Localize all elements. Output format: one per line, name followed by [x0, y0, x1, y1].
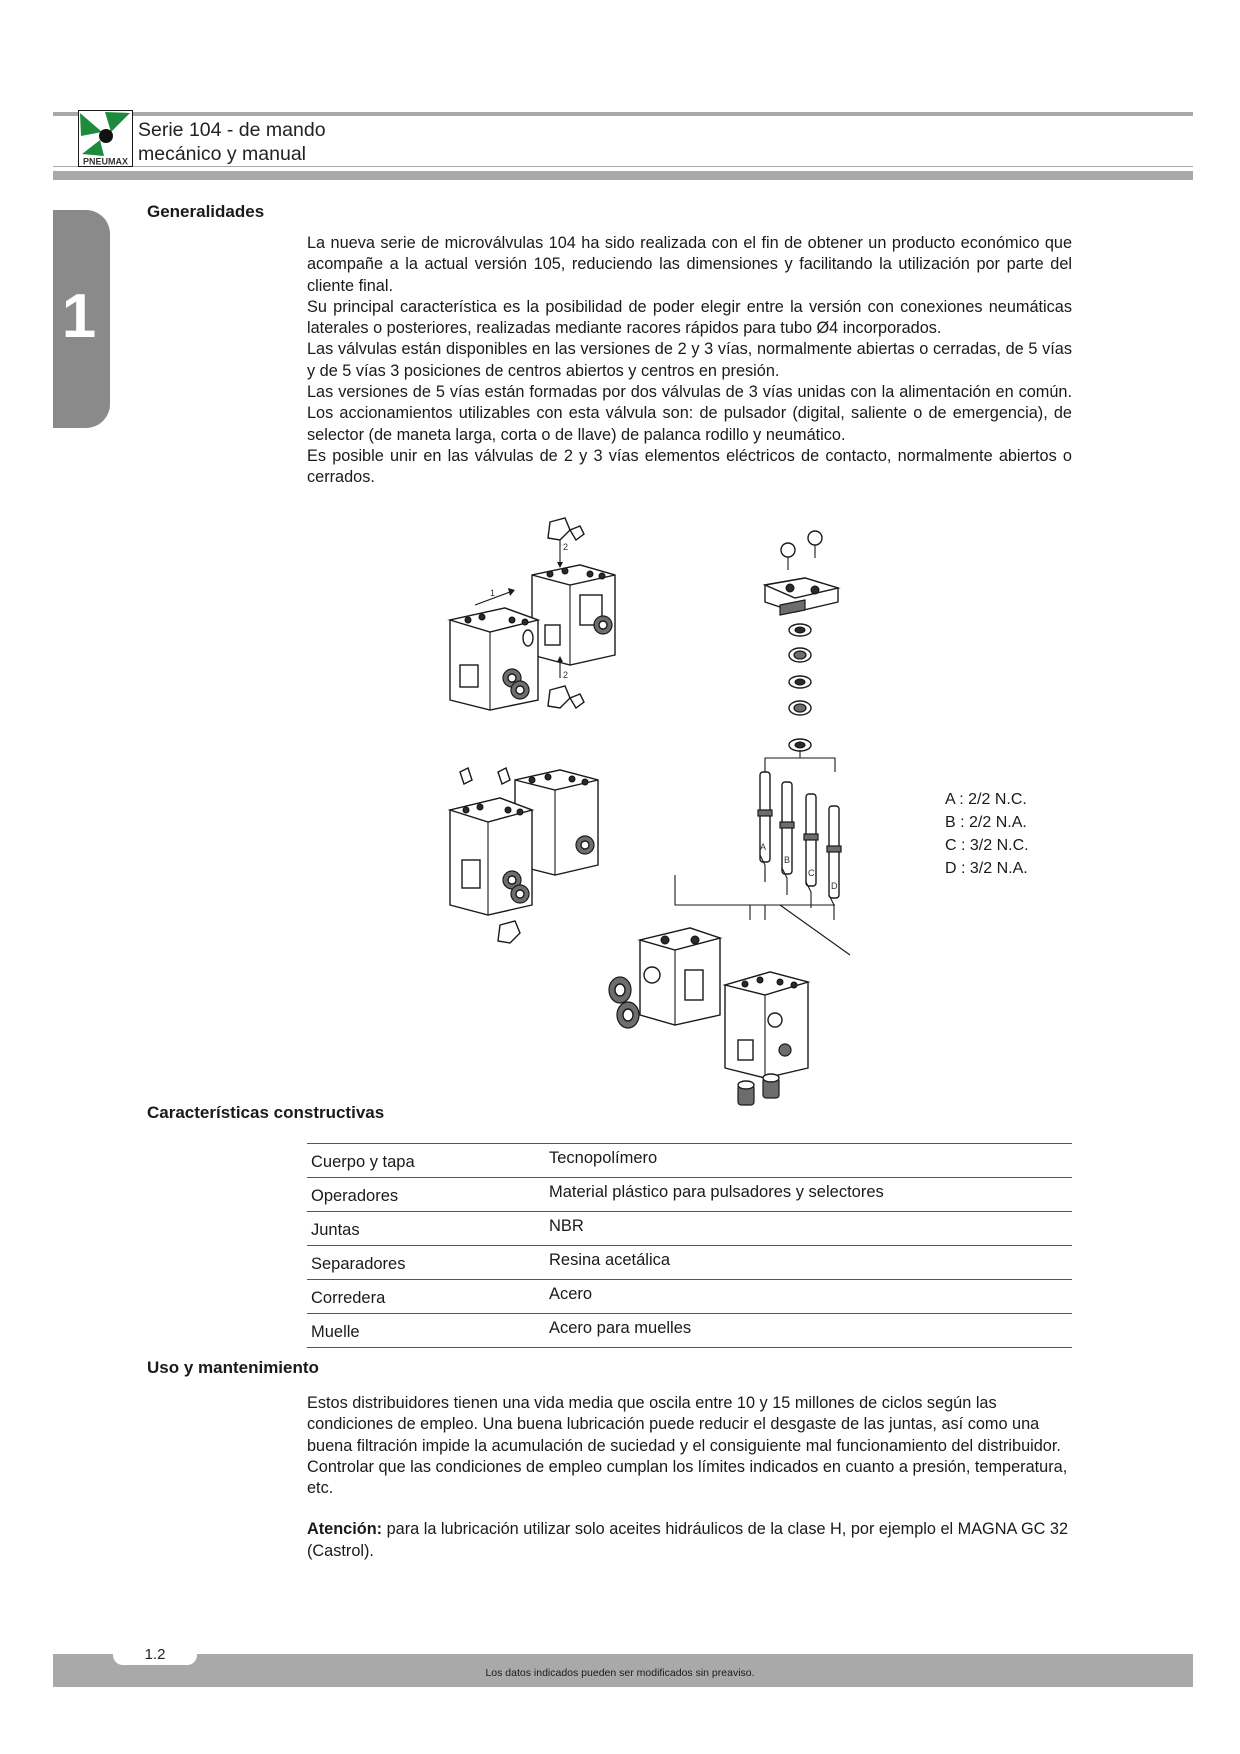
generalidades-paragraph: Su principal característica es la posibilidad de poder elegir entre la versión con conexiones neumáticas laterales o posteriores, realizadas mediante racores rápidos para tubo Ø4 incorporados. [307, 297, 1072, 338]
part-cell: Corredera [307, 1280, 545, 1314]
heading-uso: Uso y mantenimiento [147, 1358, 319, 1377]
spool-label-d: D [831, 881, 838, 891]
part-cell: Cuerpo y tapa [307, 1144, 545, 1178]
title-line-2: mecánico y manual [138, 143, 306, 165]
chapter-number: 1 [61, 282, 97, 351]
logo-text: PNEUMAX [82, 156, 129, 167]
label-port-2-bottom: 2 [563, 670, 569, 680]
valve-body-upper-left [450, 608, 538, 710]
actuator-top [548, 518, 584, 540]
material-cell: Acero para muelles [545, 1314, 1072, 1348]
spool-label-b: B [784, 855, 791, 865]
table-row [307, 1212, 1072, 1246]
generalidades-paragraph: Las versiones de 5 vías están formadas por dos válvulas de 3 vías unidas con la alimentación en común. Los accionamientos utilizables con esta válvula son: de pulsador (digital, saliente o de emergencia), de selector (de maneta larga, corta o de llave) de palanca rodillo y neumático. [307, 383, 1072, 444]
valve-body-lower-right [725, 972, 808, 1078]
part-cell: Juntas [307, 1212, 545, 1246]
heading-generalidades: Generalidades [147, 202, 265, 221]
table-row [307, 1314, 1072, 1348]
part-cell: Separadores [307, 1246, 545, 1280]
generalidades-paragraph: Las válvulas están disponibles en las versiones de 2 y 3 vías, normalmente abiertas o cerradas, de 5 vías y de 5 vías 3 posiciones de centros abiertos y centros en presión. [307, 340, 1072, 380]
table-row [307, 1178, 1072, 1212]
header-top-rule [53, 112, 1193, 116]
attention-text: para la lubricación utilizar solo aceites hidráulicos de la clase H, por ejemplo el MAGNA GC 32 (Castrol). [307, 1520, 1069, 1560]
part-cell: Muelle [307, 1314, 545, 1348]
seals-stack [789, 624, 811, 751]
spools [758, 772, 841, 898]
material-cell: NBR [545, 1212, 1072, 1246]
generalidades-paragraph: La nueva serie de microválvulas 104 ha sido realizada con el fin de obtener un producto económico que acompañe a la actual versión 105, reduciendo las dimensiones y facilitando la utilización por parte del cliente final. [307, 234, 1072, 295]
label-port-1: 1 [490, 588, 496, 598]
legend-item: A : 2/2 N.C. [945, 791, 1027, 808]
generalidades-paragraph: Es posible unir en las válvulas de 2 y 3 vías elementos eléctricos de contacto, normalmente abiertos o cerrados. [307, 446, 1072, 487]
valve-body-lower-left [609, 928, 720, 1028]
material-cell: Tecnopolímero [545, 1144, 1072, 1178]
actuator-bottom [548, 686, 584, 708]
spool-legend [945, 788, 1029, 880]
header-thin-rule [53, 166, 1193, 167]
valve-assembly-5-way [450, 768, 598, 943]
legend-item: C : 3/2 N.C. [945, 837, 1029, 854]
spool-label-c: C [808, 868, 815, 878]
valve-body-upper-right [532, 565, 615, 665]
generalidades-text [307, 233, 1072, 489]
table-row [307, 1280, 1072, 1314]
header-bottom-rule [53, 171, 1193, 180]
uso-paragraph: Estos distribuidores tienen una vida media que oscila entre 10 y 15 millones de ciclos según las condiciones de empleo. Una buena lubricación puede reducir el desgaste de las juntas, así como una buena filtración impide la acumulación de suciedad y el consiguiente mal funcionamiento del distribuidor. Controlar que las condiciones de empleo cumplan los límites indicados en cuanto a presión, temperatura, etc. [307, 1394, 1068, 1498]
material-cell: Acero [545, 1280, 1072, 1314]
legend-item: D : 3/2 N.A. [945, 860, 1028, 877]
legend-item: B : 2/2 N.A. [945, 814, 1027, 831]
valve-exploded-diagram [420, 510, 880, 1120]
footer-note: Los datos indicados pueden ser modificados sin preaviso. [485, 1667, 755, 1679]
pneumax-logo [78, 110, 133, 167]
part-cell: Operadores [307, 1178, 545, 1212]
screws [781, 531, 822, 570]
valve-cover [765, 578, 838, 615]
heading-caracteristicas: Características constructivas [147, 1103, 385, 1122]
materials-table [307, 1143, 1072, 1348]
page-title [138, 118, 326, 166]
table-row [307, 1144, 1072, 1178]
material-cell: Resina acetálica [545, 1246, 1072, 1280]
uso-text [307, 1393, 1072, 1562]
quick-fittings [738, 1074, 779, 1105]
material-cell: Material plástico para pulsadores y selectores [545, 1178, 1072, 1212]
page-number: 1.2 [144, 1646, 166, 1663]
table-row [307, 1246, 1072, 1280]
spool-label-a: A [760, 842, 767, 852]
title-line-1: Serie 104 - de mando [138, 119, 326, 141]
attention-note [307, 1519, 1072, 1562]
label-port-2-top: 2 [563, 542, 569, 552]
attention-label: Atención: [307, 1520, 383, 1539]
